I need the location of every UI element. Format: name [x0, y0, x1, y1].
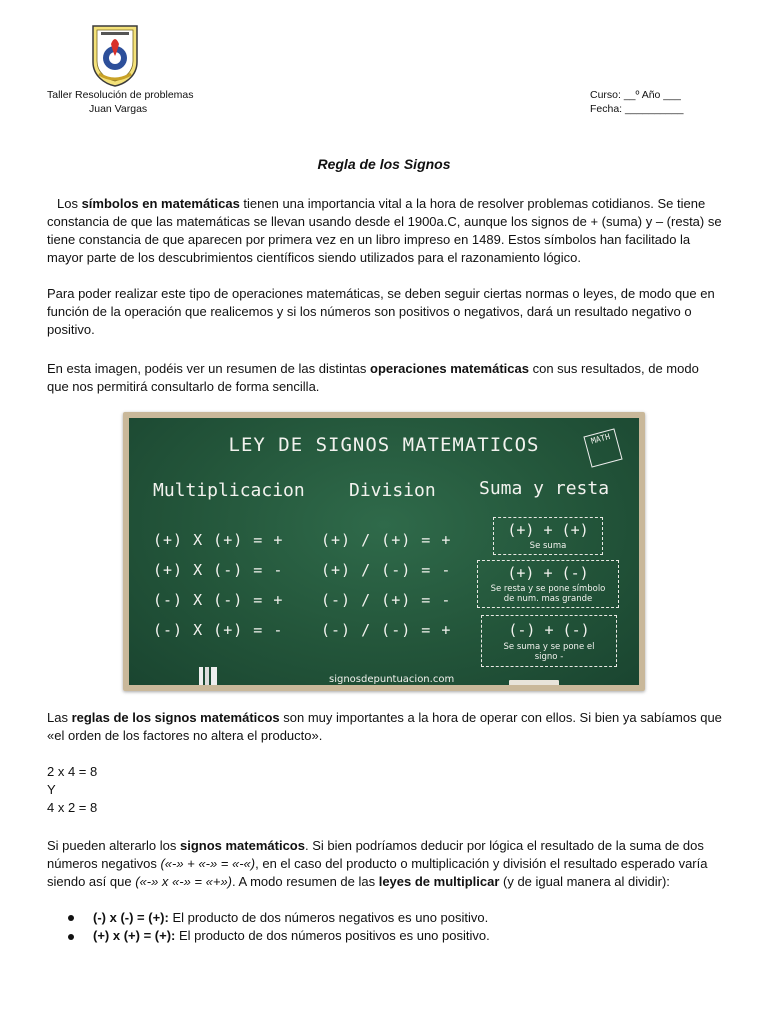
header-date-field: Fecha: __________ — [590, 103, 684, 115]
alter-paragraph: Si pueden alterarlo los signos matemáticos. Si bien podríamos deducir por lógica el resultado de la suma de dos números negativos («-» + «-» = «-«), en el caso del producto o multiplicación y división el resultado esperado varía siendo así que («-» x «-» = «+»). A modo resumen de las leyes de multiplicar (y de igual manera al dividir): — [47, 838, 708, 889]
board-title: LEY DE SIGNOS MATEMATICOS — [228, 434, 540, 456]
sum-note-3: Se suma y se pone el signo - — [503, 642, 595, 662]
mult-rule-4: (-) X (+) = - — [153, 621, 284, 639]
sum-note-1: Se suma — [529, 541, 567, 551]
sum-box-3 — [481, 615, 617, 667]
sum-expr-1: (+) + (+) — [507, 521, 589, 539]
mult-rule-2: (+) X (-) = - — [153, 561, 284, 579]
div-rule-1: (+) / (+) = + — [321, 531, 452, 549]
header-course-name: Taller Resolución de problemas — [47, 89, 194, 101]
example-line-3: 4 x 2 = 8 — [47, 800, 98, 815]
school-seal-logo — [89, 22, 141, 88]
div-rule-4: (-) / (-) = + — [321, 621, 452, 639]
chalkboard-image — [123, 412, 645, 691]
sum-box-2 — [477, 560, 619, 608]
bullet-dot-1 — [68, 915, 74, 921]
chalk-sticks-icon — [199, 667, 217, 685]
page-title: Regla de los Signos — [317, 156, 451, 172]
board-heading-sum: Suma y resta — [479, 478, 610, 499]
image-intro-paragraph: En esta imagen, podéis ver un resumen de las distintas operaciones matemáticas con sus resultados, de modo que nos permitirá consultarlo de forma sencilla. — [47, 361, 699, 394]
mult-rule-3: (-) X (-) = + — [153, 591, 284, 609]
intro-paragraph-1: Los símbolos en matemáticas tienen una importancia vital a la hora de resolver problemas cotidianos. Se tiene constancia de que las matemáticas se llevan usando desde el 1900a.C, aunque los signos de + (suma) y – (resta) se tiene constancia de que aparecen por primera vez en un libro impreso en 1489. Estos símbolos han facilitado la mayor parte de los descubrimientos científicos siendo utilizados para el razonamiento lógico. — [47, 196, 722, 265]
board-footer: signosdepuntuacion.com — [329, 674, 455, 685]
sum-expr-2: (+) + (-) — [507, 564, 589, 582]
rules-paragraph: Las reglas de los signos matemáticos son muy importantes a la hora de operar con ellos. Si bien ya sabíamos que «el orden de los factores no altera el producto». — [47, 710, 722, 743]
sum-expr-3: (-) + (-) — [508, 621, 590, 639]
bullet-item-1: (-) x (-) = (+): El producto de dos números negativos es uno positivo. — [93, 910, 489, 925]
header-author: Juan Vargas — [89, 103, 148, 115]
mult-rule-1: (+) X (+) = + — [153, 531, 284, 549]
div-rule-3: (-) / (+) = - — [321, 591, 452, 609]
intro-paragraph-2: Para poder realizar este tipo de operaciones matemáticas, se deben seguir ciertas normas o leyes, de modo que en función de la operación que realicemos y si los números son positivos o negativos, dará un resultado negativo o positivo. — [47, 286, 715, 337]
example-line-2: Y — [47, 782, 56, 797]
eraser-icon — [509, 680, 559, 687]
div-rule-2: (+) / (-) = - — [321, 561, 452, 579]
bullet-dot-2 — [68, 934, 74, 940]
header-course-field: Curso: __º Año ___ — [590, 89, 681, 101]
board-heading-division: Division — [349, 480, 436, 501]
example-line-1: 2 x 4 = 8 — [47, 764, 98, 779]
math-book-icon: MATH — [583, 428, 622, 467]
board-heading-multiplication: Multiplicacion — [153, 480, 305, 501]
sum-note-2: Se resta y se pone símbolo de num. mas grande — [490, 584, 606, 604]
bullet-item-2: (+) x (+) = (+): El producto de dos números positivos es uno positivo. — [93, 928, 490, 943]
sum-box-1 — [493, 517, 603, 555]
